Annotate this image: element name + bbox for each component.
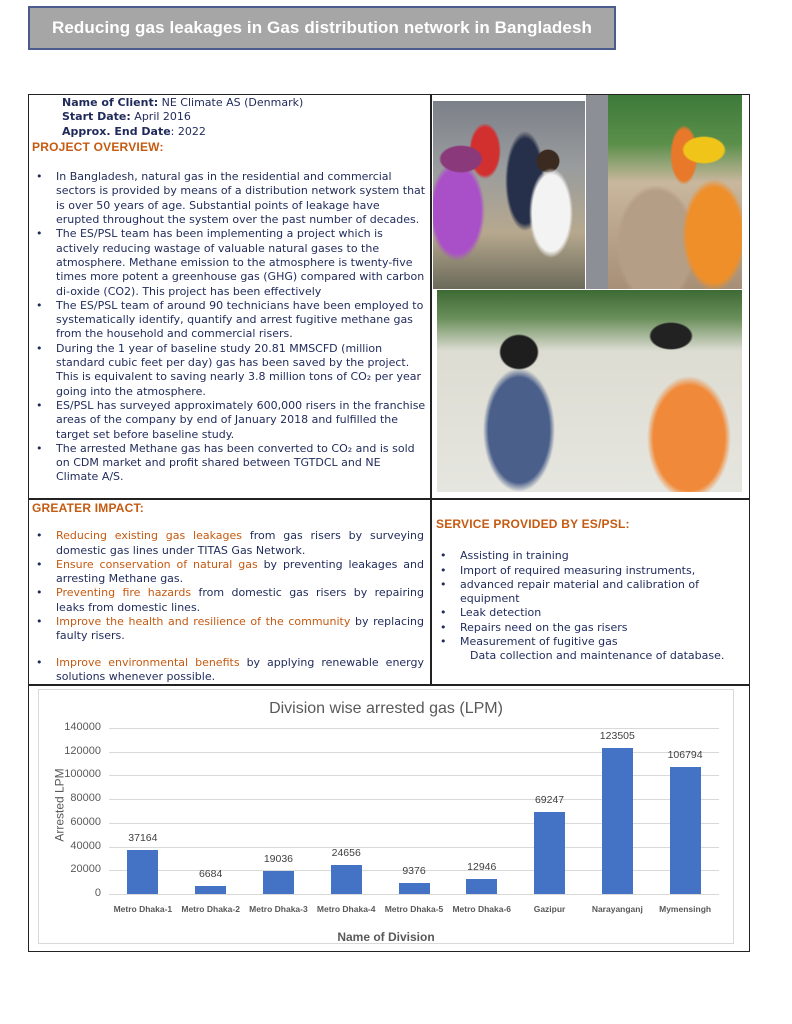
x-category-label: Metro Dhaka-3 [249, 904, 308, 914]
x-category-label: Metro Dhaka-2 [181, 904, 240, 914]
impact-highlight: Reducing existing gas leakages [56, 529, 242, 543]
start-date-label: Start Date: [62, 110, 131, 124]
y-tick-label: 20000 [70, 863, 101, 876]
bar [602, 748, 633, 894]
bar-value-label: 6684 [198, 868, 223, 881]
x-category-label: Metro Dhaka-6 [452, 904, 512, 914]
bar-value-label: 123505 [599, 729, 635, 742]
bar-value-label: 37164 [128, 831, 158, 844]
x-category-label: Narayanganj [591, 904, 643, 914]
start-date-line [32, 110, 426, 124]
bar-chart [38, 689, 734, 944]
impact-cell [32, 501, 424, 684]
bar [399, 883, 430, 894]
end-date-value: : 2022 [170, 124, 206, 138]
overview-heading: PROJECT OVERVIEW: [32, 139, 164, 154]
y-tick-label: 140000 [64, 721, 101, 733]
overview-item: • In Bangladesh, natural gas in the residential and commercial sectors is provided by means of a distribution network system that is over 50 years of age. Substantial points of leakage have erupted throughout the system over the past number of decades. [32, 170, 426, 227]
client-line [32, 96, 426, 110]
bar [466, 879, 497, 894]
bar-value-label: 12946 [467, 860, 497, 873]
x-category-label: Gazipur [533, 904, 566, 914]
impact-list [32, 529, 424, 684]
y-axis-label: Arrested LPM [52, 768, 67, 842]
overview-item: • The ES/PSL team of around 90 technicians have been employed to systematically identify, quantify and arrest fugitive methane gas from the household and commercial risers. [32, 299, 426, 342]
title-banner [28, 6, 616, 50]
photo-technicians-inspecting [433, 101, 585, 289]
y-tick-label: 0 [94, 887, 101, 899]
impact-item [32, 529, 424, 558]
client-value: NE Climate AS (Denmark) [158, 96, 304, 109]
x-axis-label: Name of Division [337, 930, 435, 944]
x-category-label: Metro Dhaka-5 [384, 904, 444, 914]
overview-list [32, 170, 426, 485]
impact-item [32, 615, 424, 644]
end-date-line [32, 125, 426, 139]
service-item: • Repairs need on the gas risers [436, 621, 748, 635]
page-title: Reducing gas leakages in Gas distribution network in Bangladesh [51, 18, 593, 37]
impact-highlight: Preventing fire hazards [56, 586, 192, 600]
y-tick-label: 80000 [70, 792, 101, 805]
overview-item: • During the 1 year of baseline study 20.81 MMSCFD (million standard cubic feet per day) gas has been saved by the project. This is equivalent to saving nearly 3.8 million tons of CO₂ per year going into the atmosphere. [32, 342, 426, 399]
bar [534, 812, 565, 894]
x-category-label: Metro Dhaka-4 [316, 904, 376, 914]
bar-value-label: 24656 [331, 846, 361, 859]
impact-highlight: Improve environmental benefits [56, 655, 240, 669]
bar [195, 886, 226, 894]
y-tick-label: 60000 [70, 815, 101, 828]
impact-heading: GREATER IMPACT: [32, 501, 144, 515]
y-tick-label: 100000 [64, 768, 101, 781]
services-list [436, 549, 748, 649]
bar [263, 871, 294, 894]
bar-value-label: 9376 [402, 864, 426, 877]
bar-value-label: 19036 [263, 853, 294, 866]
bar [670, 767, 701, 894]
overview-item: • The arrested Methane gas has been converted to CO₂ and is sold on CDM market and profit shared between TGTDCL and NE Climate A/S. [32, 442, 426, 485]
impact-item [32, 558, 424, 587]
overview-item: • ES/PSL has surveyed approximately 600,000 risers in the franchise areas of the company by end of January 2018 and fulfilled the target set before baseline study. [32, 399, 426, 442]
service-item: • Leak detection [436, 606, 748, 620]
service-item: • Assisting in training [436, 549, 748, 563]
chart-title: Division wise arrested gas (LPM) [269, 700, 503, 717]
service-trailing-line: Data collection and maintenance of database. [470, 649, 725, 663]
photo-wall-pipe-repair [437, 290, 742, 492]
client-label: Name of Client: [62, 96, 159, 109]
photo-collage [433, 95, 743, 495]
x-category-label: Mymensingh [659, 904, 712, 914]
impact-text: from domestic gas risers by repairing leaks from domestic lines. [56, 586, 424, 614]
impact-item [32, 586, 424, 615]
bar [127, 850, 158, 894]
impact-item [32, 656, 424, 685]
overview-cell [32, 96, 426, 485]
end-date-label: Approx. End Date [62, 124, 171, 138]
y-tick-label: 120000 [64, 744, 101, 757]
row-divider [28, 498, 750, 500]
plot-area [64, 721, 719, 914]
service-item: • Measurement of fugitive gas [436, 635, 748, 649]
x-category-label: Metro Dhaka-1 [113, 904, 173, 914]
service-item: • Import of required measuring instruments, [436, 564, 748, 578]
services-heading: SERVICE PROVIDED BY ES/PSL: [436, 517, 630, 531]
bar [331, 865, 362, 894]
impact-highlight: Ensure conservation of natural gas [56, 557, 258, 571]
service-item: • advanced repair material and calibration of equipment [436, 578, 748, 607]
start-date-value: April 2016 [130, 110, 191, 124]
impact-text: from gas risers by surveying domestic gas lines under TITAS Gas Network. [56, 529, 424, 557]
photo-helmet-repair [586, 95, 742, 289]
y-tick-label: 40000 [70, 839, 101, 852]
impact-highlight: Improve the health and resilience of the community [56, 615, 351, 629]
bar-value-label: 106794 [667, 749, 703, 762]
impact-text: by preventing leakages and arresting Methane gas. [56, 557, 424, 586]
column-divider [430, 94, 432, 684]
impact-text: by replacing faulty risers. [56, 615, 425, 643]
services-cell [436, 517, 748, 664]
overview-item: • The ES/PSL team has been implementing a project which is actively reducing wastage of valuable natural gases to the atmosphere. Methane emission to the atmosphere is twenty-five times more potent a greenhouse gas (GHG) compared with carbon di-oxide (CO2). This project has been effectively [32, 227, 426, 298]
impact-text: by applying renewable energy solutions whenever possible. [56, 655, 425, 683]
gridline [109, 894, 719, 895]
bar-value-label: 69247 [534, 793, 565, 806]
